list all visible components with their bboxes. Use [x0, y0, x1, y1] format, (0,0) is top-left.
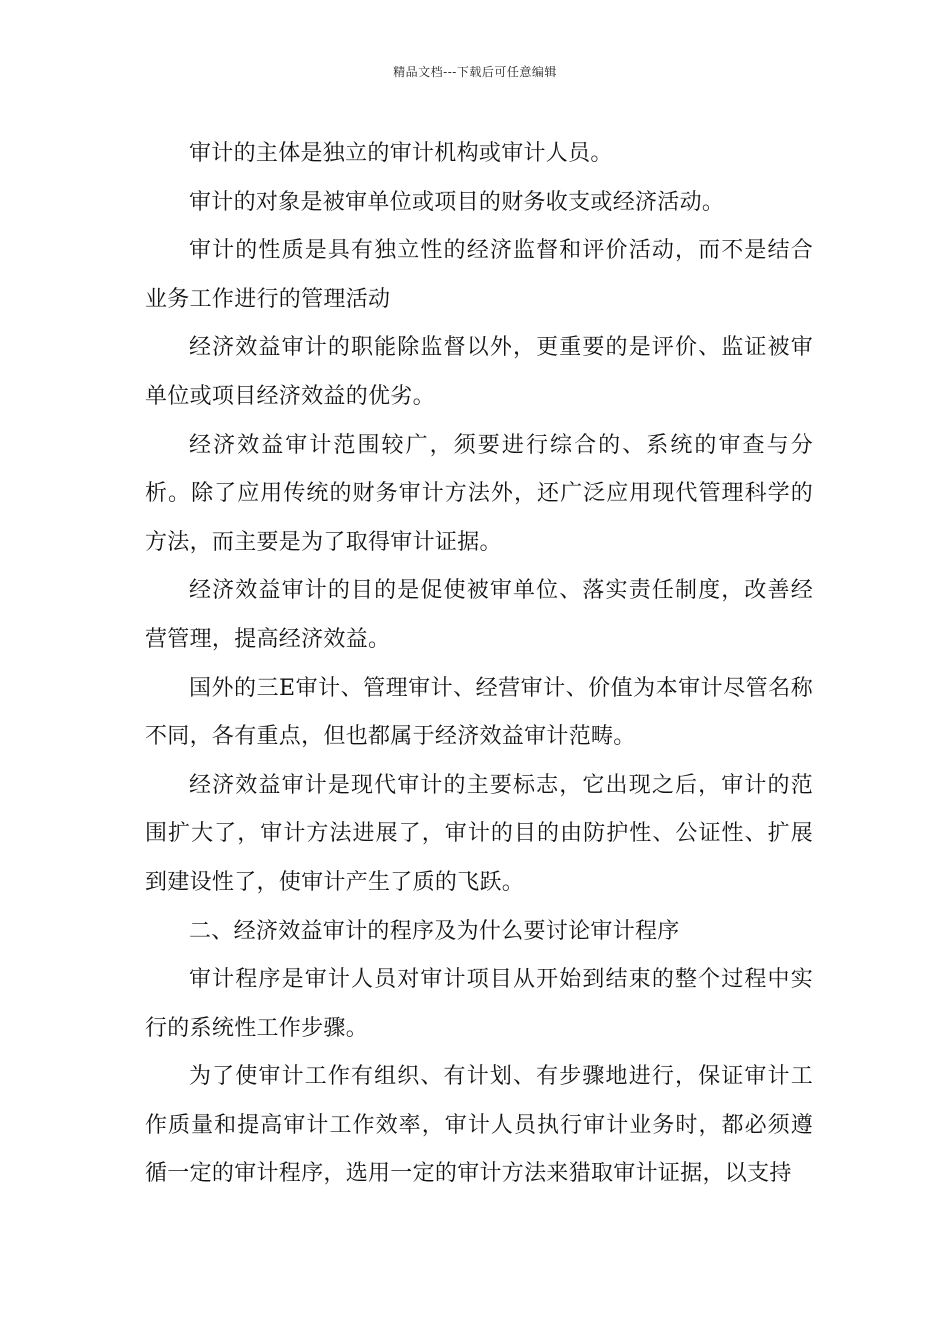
- paragraph: 审计的对象是被审单位或项目的财务收支或经济活动。: [189, 189, 725, 215]
- page-header: 精品文档---下载后可任意编辑: [393, 65, 557, 79]
- paragraph: 经济效益审计的目的是促使被审单位、落实责任制度，改善经营管理，提高经济效益。: [145, 578, 813, 652]
- paragraph: 为了使审计工作有组织、有计划、有步骤地进行，保证审计工作质量和提高审计工作效率，审计人员执行审计业务时，都必须遵循一定的审计程序，选用一定的审计方法来猎取审计证据，以支持: [145, 1064, 813, 1187]
- paragraph: 经济效益审计是现代审计的主要标志，它出现之后，审计的范围扩大了，审计方法进展了，审计的目的由防护性、公证性、扩展到建设性了，使审计产生了质的飞跃。: [145, 772, 813, 895]
- paragraph: 国外的三E审计、管理审计、经营审计、价值为本审计尽管名称不同，各有重点，但也都属于经济效益审计范畴。: [145, 675, 813, 750]
- paragraph: 审计程序是审计人员对审计项目从开始到结束的整个过程中实行的系统性工作步骤。: [145, 967, 813, 1041]
- paragraph: 经济效益审计范围较广，须要进行综合的、系统的审查与分析。除了应用传统的财务审计方法外，还广泛应用现代管理科学的方法，而主要是为了取得审计证据。: [145, 432, 813, 555]
- section-heading: 二、经济效益审计的程序及为什么要讨论审计程序: [189, 918, 680, 944]
- document-body: [145, 130, 813, 1199]
- paragraph: 审计的主体是独立的审计机构或审计人员。: [189, 141, 613, 166]
- paragraph: 经济效益审计的职能除监督以外，更重要的是评价、监证被审单位或项目经济效益的优劣。: [145, 335, 813, 409]
- paragraph: 审计的性质是具有独立性的经济监督和评价活动，而不是结合业务工作进行的管理活动: [145, 238, 813, 312]
